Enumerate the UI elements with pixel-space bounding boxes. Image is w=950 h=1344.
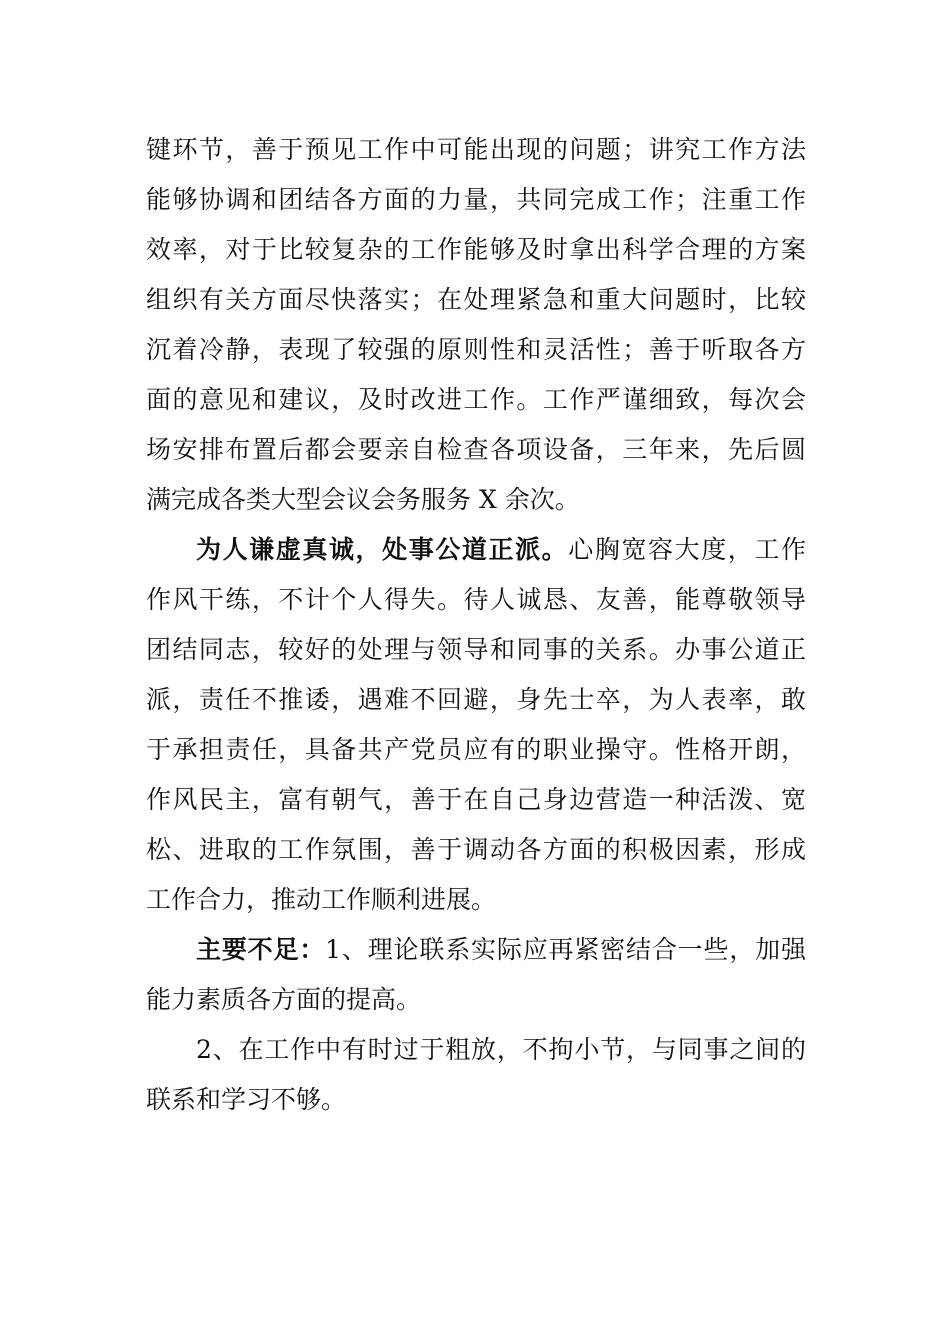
paragraph-1-line-7: 场安排布置后都会要亲自检查各项设备，三年来，先后圆 <box>146 435 806 464</box>
paragraph-2-line-3: 团结同志，较好的处理与领导和同事的关系。办事公道正 <box>146 635 806 664</box>
paragraph-2-line-4: 派，责任不推诿，遇难不回避，身先士卒，为人表率，敢 <box>146 685 806 714</box>
paragraph-3-heading: 主要不足： <box>196 935 326 964</box>
paragraph-2-line-1 <box>196 525 806 575</box>
paragraph-4-lead-text: 2、在工作中有时过于粗放，不拘小节，与同事之间的 <box>196 1035 806 1064</box>
paragraph-3-line-2: 能力素质各方面的提高。 <box>146 985 422 1014</box>
paragraph-1-line-2: 能够协调和团结各方面的力量，共同完成工作；注重工作 <box>146 185 806 214</box>
paragraph-3-line-1 <box>196 925 806 975</box>
paragraph-2-line-5: 于承担责任，具备共产党员应有的职业操守。性格开朗， <box>146 735 806 764</box>
paragraph-1-line-3: 效率，对于比较复杂的工作能够及时拿出科学合理的方案 <box>146 235 806 264</box>
paragraph-2-lead-text: 心胸宽容大度，工作 <box>568 535 806 564</box>
paragraph-1-line-6: 面的意见和建议，及时改进工作。工作严谨细致，每次会 <box>146 385 806 414</box>
paragraph-4-line-1 <box>196 1025 806 1075</box>
paragraph-2-heading: 为人谦虚真诚，处事公道正派。 <box>196 535 569 564</box>
paragraph-2-line-7: 松、进取的工作氛围，善于调动各方面的积极因素，形成 <box>146 835 806 864</box>
paragraph-2-line-8: 工作合力，推动工作顺利进展。 <box>146 885 497 914</box>
paragraph-2-line-2: 作风干练，不计个人得失。待人诚恳、友善，能尊敬领导 <box>146 585 806 614</box>
paragraph-2-line-6: 作风民主，富有朝气，善于在自己身边营造一种活泼、宽 <box>146 785 806 814</box>
paragraph-4-line-2: 联系和学习不够。 <box>146 1085 347 1114</box>
paragraph-1-line-1: 键环节，善于预见工作中可能出现的问题；讲究工作方法 <box>146 135 806 164</box>
paragraph-1-line-5: 沉着冷静，表现了较强的原则性和灵活性；善于听取各方 <box>146 335 806 364</box>
paragraph-1-line-8: 满完成各类大型会议会务服务 X 余次。 <box>146 485 580 514</box>
paragraph-3-lead-text: 1、理论联系实际应再紧密结合一些，加强 <box>325 935 806 964</box>
paragraph-1-line-4: 组织有关方面尽快落实；在处理紧急和重大问题时，比较 <box>146 285 806 314</box>
